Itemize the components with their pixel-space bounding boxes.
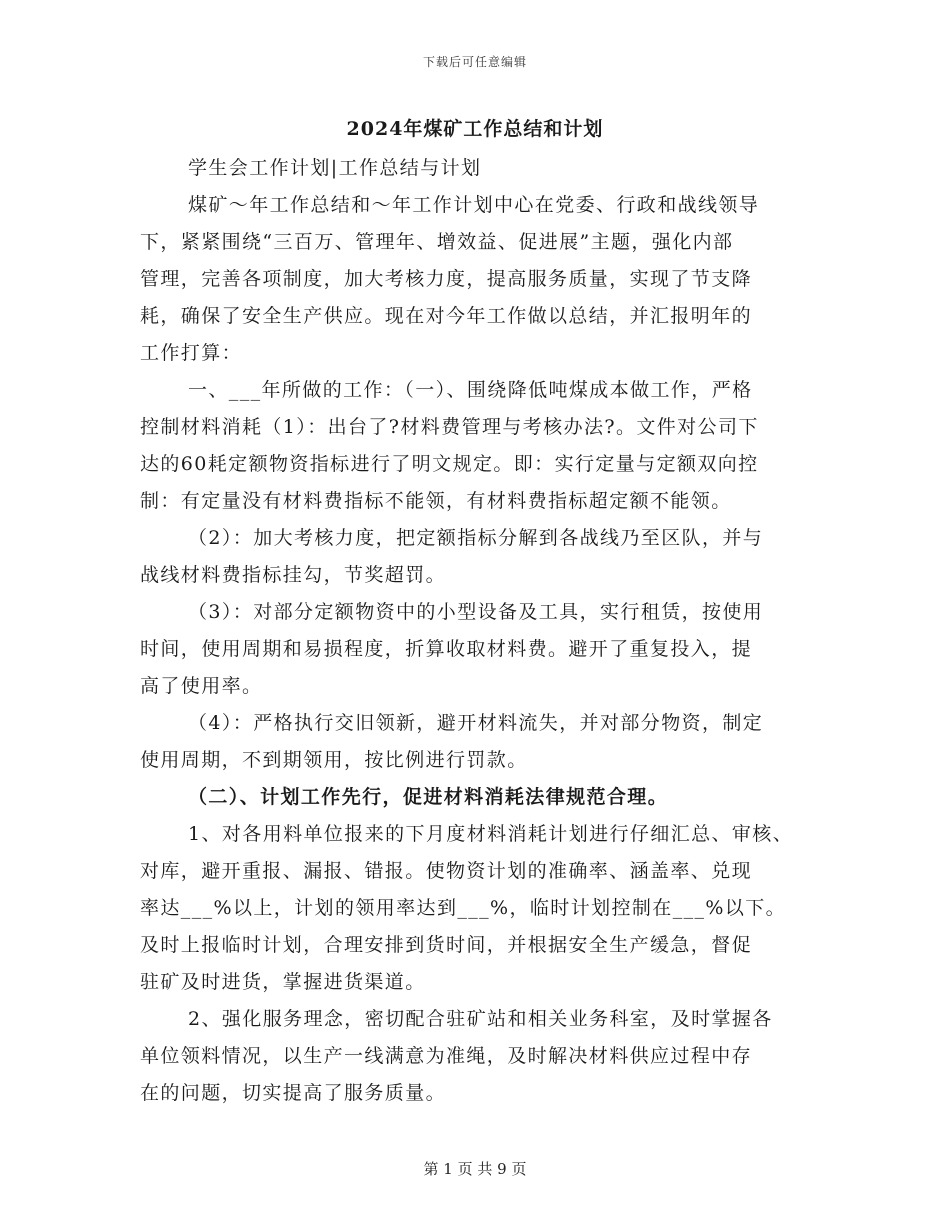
document-title: 2024年煤矿工作总结和计划 [346,118,604,140]
section-heading-two [140,779,830,816]
text-line: 工作打算： [140,342,243,364]
paragraph-point-1 [140,816,830,1001]
text-line: （2）：加大考核力度，把定额指标分解到各战线乃至区队，并与 [188,527,764,549]
text-line: 耗，确保了安全生产供应。现在对今年工作做以总结，并汇报明年的 [140,305,753,327]
text-line: 及时上报临时计划，合理安排到货时间，并根据安全生产缓急，督促 [140,934,753,956]
paragraph-section-one [140,372,830,520]
text-line: 使用周期，不到期领用，按比例进行罚款。 [140,749,528,771]
text-line: 学生会工作计划|工作总结与计划 [188,157,482,179]
paragraph-point-2 [140,1001,830,1112]
text-line: （4）：严格执行交旧领新，避开材料流失，并对部分物资，制定 [188,712,764,734]
text-line: 对库，避开重报、漏报、错报。使物资计划的准确率、涵盖率、兑现 [140,860,753,882]
paragraph-item-3 [140,594,830,705]
text-line: 制：有定量没有材料费指标不能领，有材料费指标超定额不能领。 [140,490,732,512]
text-line: 战线材料费指标挂勾，节奖超罚。 [140,564,447,586]
text-line: 一、___年所做的工作：（一）、围绕降低吨煤成本做工作，严格 [188,379,753,401]
section-heading: （二）、计划工作先行，促进材料消耗法律规范合理。 [188,786,669,808]
text-line: 达的60耗定额物资指标进行了明文规定。即：实行定量与定额双向控 [140,453,759,475]
page-number: 第 1 页 共 9 页 [423,1160,527,1178]
text-line: 管理，完善各项制度，加大考核力度，提高服务质量，实现了节支降 [140,268,753,290]
text-line: 在的问题，切实提高了服务质量。 [140,1082,447,1104]
text-line: 率达___%以上，计划的领用率达到___%，临时计划控制在___%以下。 [140,897,787,919]
text-line: （3）：对部分定额物资中的小型设备及工具，实行租赁，按使用 [188,601,764,623]
text-line: 驻矿及时进货，掌握进货渠道。 [140,971,426,993]
paragraph-intro [140,187,830,372]
text-line: 控制材料消耗（1）：出台了?材料费管理与考核办法?。文件对公司下 [140,416,759,438]
document-body [140,150,830,1112]
text-line: 高了使用率。 [140,675,263,697]
text-line: 2、强化服务理念，密切配合驻矿站和相关业务科室，及时掌握各 [188,1008,773,1030]
text-line: 下，紧紧围绕“三百万、管理年、增效益、促进展”主题，强化内部 [140,231,734,253]
paragraph-item-2 [140,520,830,594]
page-header: 下载后可任意编辑 [422,55,527,69]
text-line: 时间，使用周期和易损程度，折算收取材料费。避开了重复投入，提 [140,638,753,660]
paragraph-item-4 [140,705,830,779]
text-line: 单位领料情况，以生产一线满意为准绳，及时解决材料供应过程中存 [140,1045,753,1067]
category-line [140,150,830,187]
text-line: 煤矿～年工作总结和～年工作计划中心在党委、行政和战线领导 [188,194,760,216]
text-line: 1、对各用料单位报来的下月度材料消耗计划进行仔细汇总、审核、 [188,823,794,845]
